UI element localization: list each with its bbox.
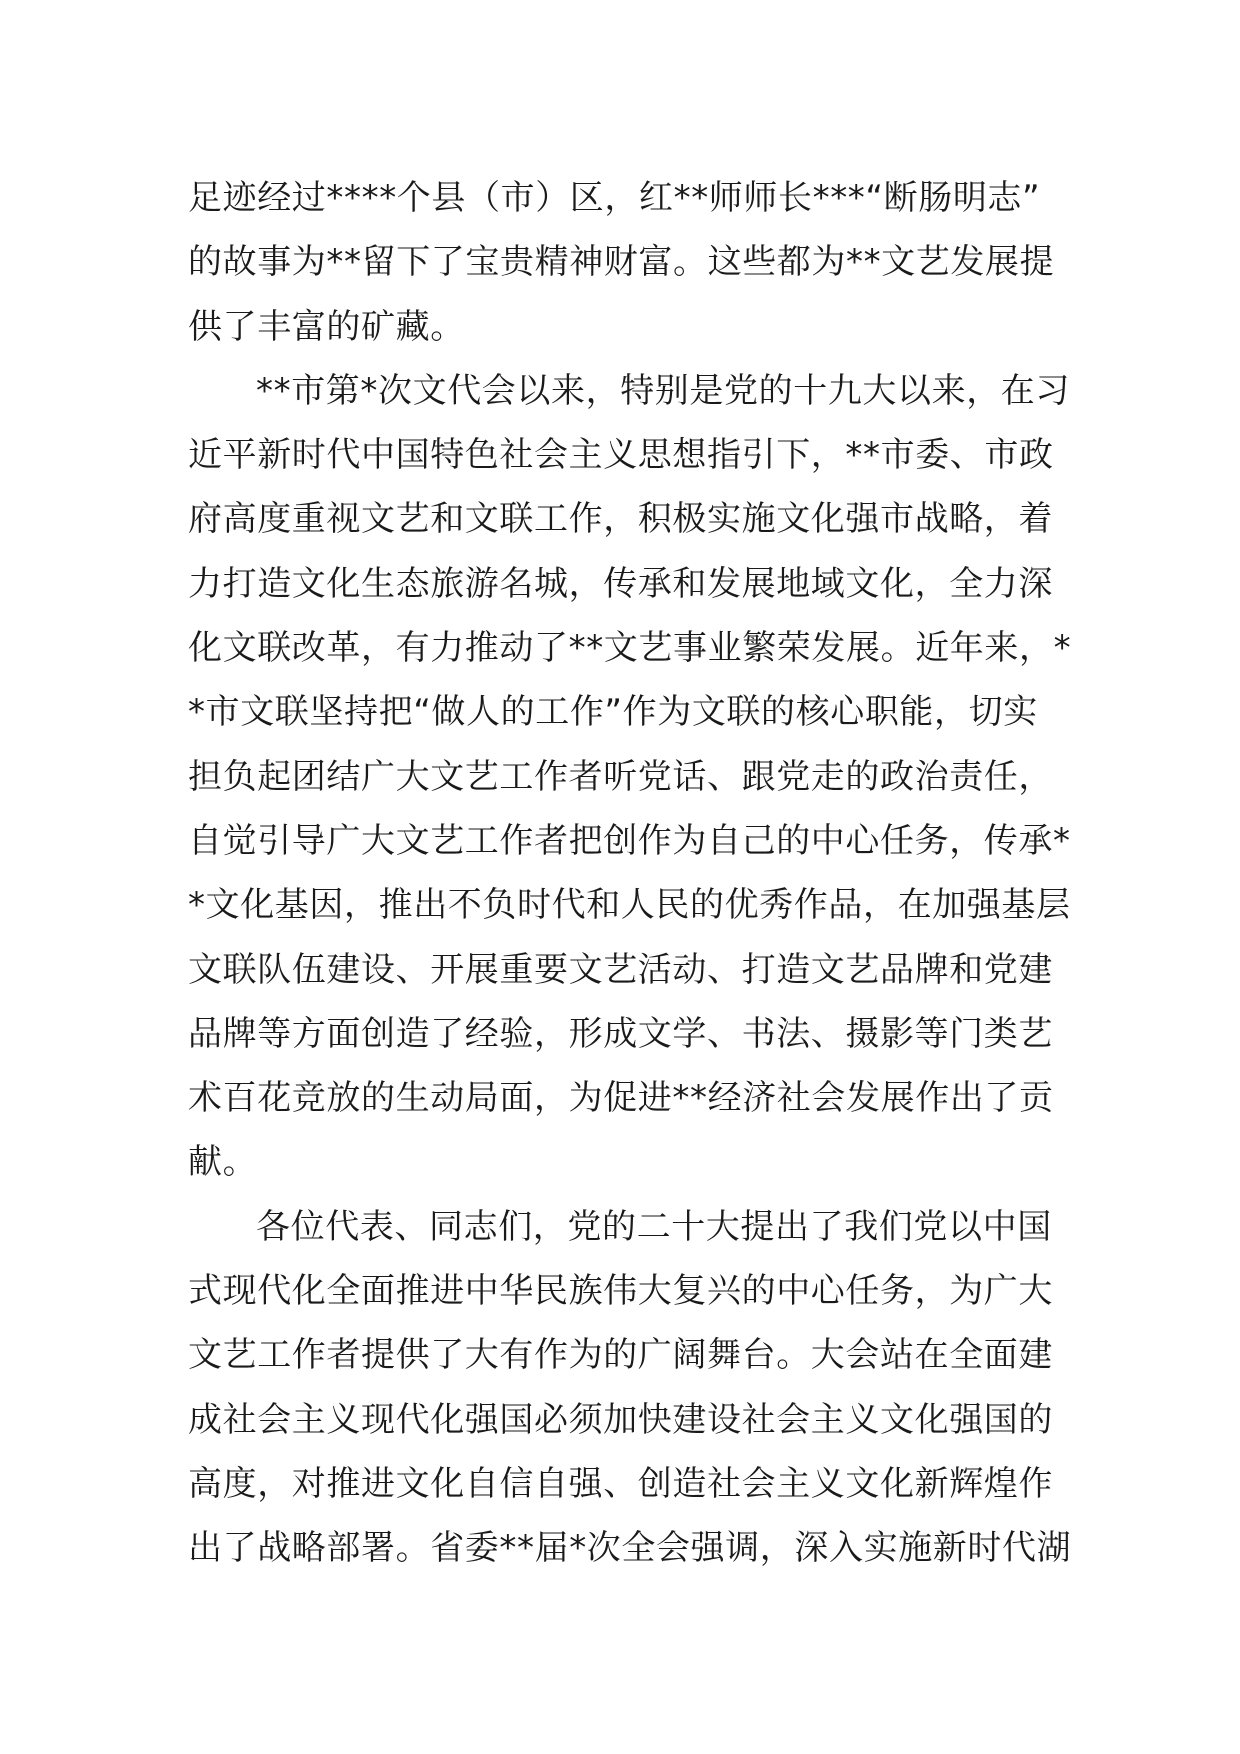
text-line: 高度，对推进文化自信自强、创造社会主义文化新辉煌作 [188,1463,1053,1504]
text-line: 近平新时代中国特色社会主义思想指引下，**市委、市政 [188,435,1054,476]
text-line: 足迹经过****个县（市）区，红**师师长***“断肠明志” [188,178,1041,218]
text-line: 文联队伍建设、开展重要文艺活动、打造文艺品牌和党建 [188,949,1053,990]
text-line: 府高度重视文艺和文联工作，积极实施文化强市战略，着 [188,499,1053,540]
text-line: 的故事为**留下了宝贵精神财富。这些都为**文艺发展提 [188,242,1055,283]
text-line: 担负起团结广大文艺工作者听党话、跟党走的政治责任， [188,756,1053,797]
text-line: 成社会主义现代化强国必须加快建设社会主义文化强国的 [188,1399,1053,1440]
body-text [188,166,1072,1581]
text-line: *文化基因，推出不负时代和人民的优秀作品，在加强基层 [188,885,1071,926]
text-line: 自觉引导广大文艺工作者把创作为自己的中心任务，传承* [188,820,1071,861]
text-line: *市文联坚持把“做人的工作”作为文联的核心职能，切实 [188,692,1038,733]
text-line: 供了丰富的矿藏。 [188,306,465,347]
text-line: 出了战略部署。省委**届*次全会强调，深入实施新时代湖 [188,1528,1072,1569]
paragraph-start-line: 各位代表、同志们，党的二十大提出了我们党以中国 [256,1206,1052,1247]
text-line: 力打造文化生态旅游名城，传承和发展地域文化，全力深 [188,563,1053,604]
text-line: 式现代化全面推进中华民族伟大复兴的中心任务，为广大 [188,1271,1053,1312]
text-line: 文艺工作者提供了大有作为的广阔舞台。大会站在全面建 [188,1335,1053,1376]
text-line: 术百花竞放的生动局面，为促进**经济社会发展作出了贡 [188,1078,1054,1119]
text-line: 化文联改革，有力推动了**文艺事业繁荣发展。近年来，* [188,628,1072,669]
text-line: 献。 [188,1142,258,1183]
paragraph-start-line: **市第*次文代会以来，特别是党的十九大以来，在习 [256,370,1070,411]
text-line: 品牌等方面创造了经验，形成文学、书法、摄影等门类艺 [188,1013,1053,1054]
